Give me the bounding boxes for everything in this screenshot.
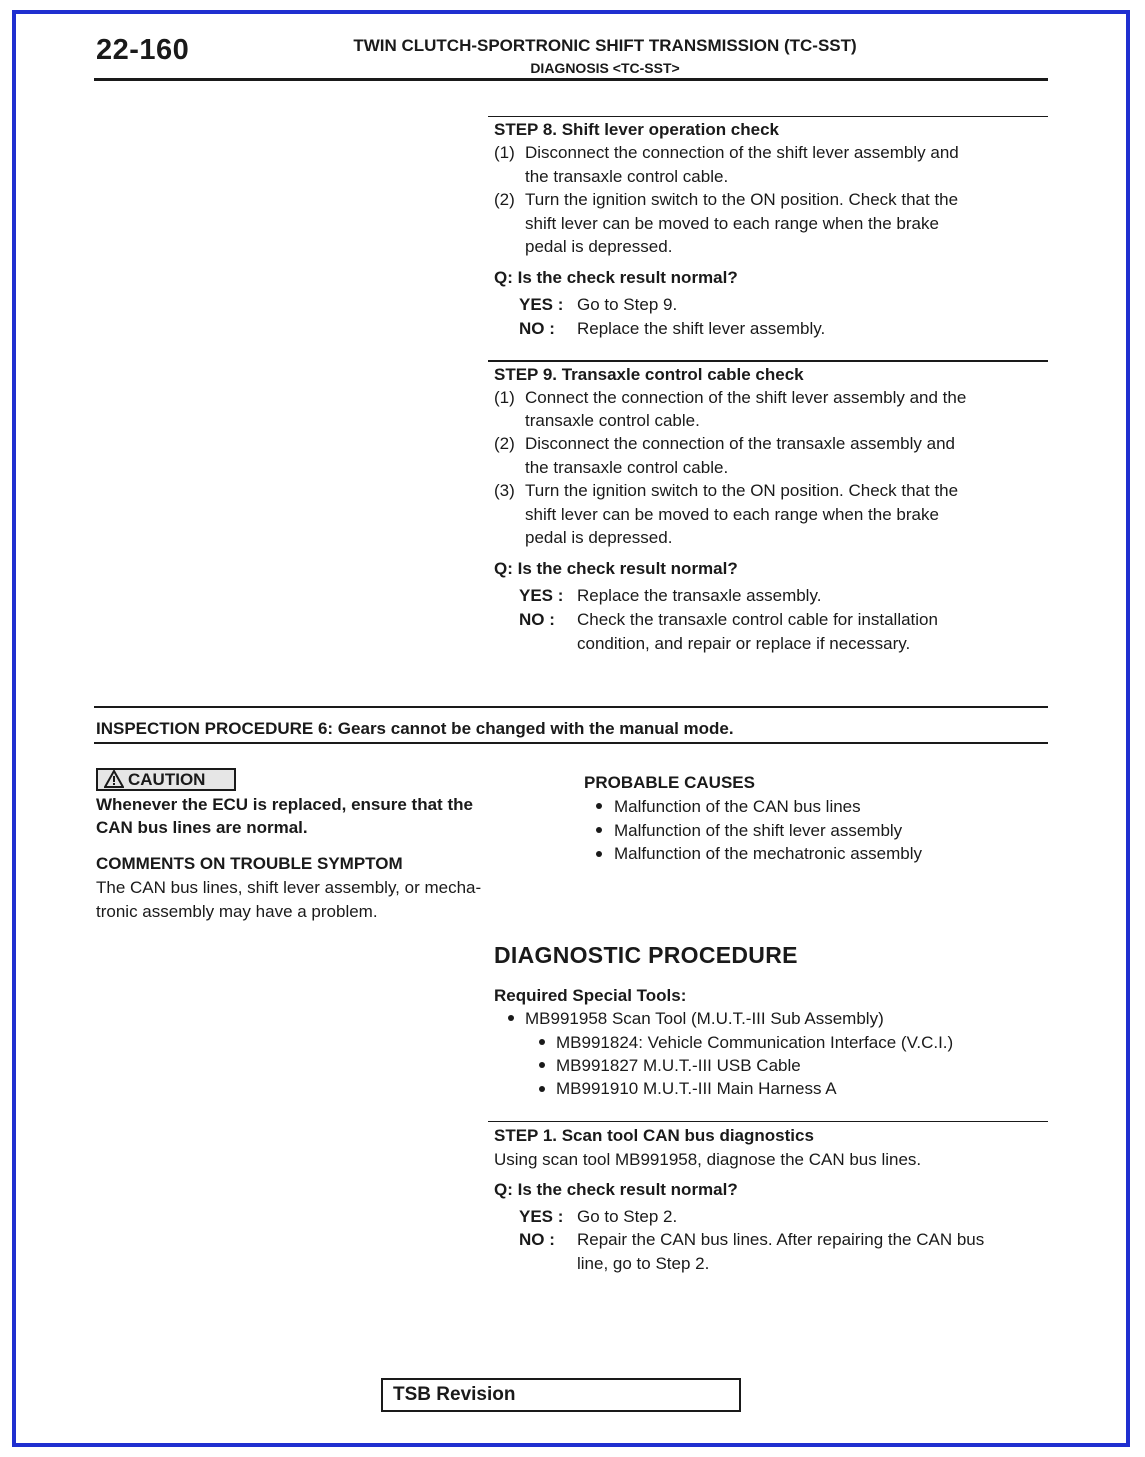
tools-title: Required Special Tools: bbox=[494, 986, 687, 1005]
step9-item-line: Turn the ignition switch to the ON position. Check that the bbox=[525, 481, 959, 500]
tsb-revision-box bbox=[381, 1378, 741, 1412]
bullet-dot bbox=[539, 1062, 545, 1068]
bullet-dot bbox=[539, 1039, 545, 1045]
caution-badge bbox=[96, 768, 236, 791]
caution-text-line: Whenever the ECU is replaced, ensure that the bbox=[96, 795, 473, 814]
step8-item-num: (2) bbox=[494, 190, 515, 209]
bullet-dot bbox=[596, 851, 602, 857]
tool-sub: MB991910 M.U.T.-III Main Harness A bbox=[556, 1079, 837, 1098]
step9-divider bbox=[488, 360, 1048, 362]
step8-no-text: Replace the shift lever assembly. bbox=[577, 319, 826, 338]
inspection-bottom-divider bbox=[94, 742, 1048, 744]
step1-no-label: NO : bbox=[519, 1230, 555, 1249]
step1-question: Q: Is the check result normal? bbox=[494, 1180, 738, 1199]
step1-yes-label: YES : bbox=[519, 1207, 564, 1226]
bullet-dot bbox=[596, 827, 602, 833]
header-title: TWIN CLUTCH-SPORTRONIC SHIFT TRANSMISSION (TC-SST) bbox=[353, 36, 857, 55]
header-divider bbox=[94, 78, 1048, 81]
step8-item-line: shift lever can be moved to each range when the brake bbox=[525, 214, 939, 233]
step9-no-text: condition, and repair or replace if necessary. bbox=[577, 634, 911, 653]
step8-item-line: Disconnect the connection of the shift lever assembly and bbox=[525, 143, 959, 162]
caution-label: CAUTION bbox=[128, 770, 206, 789]
step9-item-num: (1) bbox=[494, 388, 515, 407]
tool-main: MB991958 Scan Tool (M.U.T.-III Sub Assembly) bbox=[525, 1009, 884, 1028]
step9-item-line: Connect the connection of the shift lever assembly and the bbox=[525, 388, 967, 407]
step1-text: Using scan tool MB991958, diagnose the CAN bus lines. bbox=[494, 1150, 922, 1169]
bullet-dot bbox=[508, 1015, 514, 1021]
comments-text-line: tronic assembly may have a problem. bbox=[96, 902, 378, 921]
bullet-dot bbox=[539, 1086, 545, 1092]
inspection-title: INSPECTION PROCEDURE 6: Gears cannot be changed with the manual mode. bbox=[96, 719, 734, 738]
step8-title: STEP 8. Shift lever operation check bbox=[494, 120, 780, 139]
step9-item-num: (2) bbox=[494, 434, 515, 453]
step9-item-line: Disconnect the connection of the transaxle assembly and bbox=[525, 434, 955, 453]
step8-question: Q: Is the check result normal? bbox=[494, 268, 738, 287]
caution-text-line: CAN bus lines are normal. bbox=[96, 818, 308, 837]
step9-item-line: transaxle control cable. bbox=[525, 411, 700, 430]
step9-item-line: pedal is depressed. bbox=[525, 528, 673, 547]
comments-title: COMMENTS ON TROUBLE SYMPTOM bbox=[96, 854, 403, 873]
page-number: 22-160 bbox=[96, 34, 190, 66]
step8-divider bbox=[488, 116, 1048, 117]
step9-title: STEP 9. Transaxle control cable check bbox=[494, 365, 804, 384]
probable-causes-title: PROBABLE CAUSES bbox=[584, 773, 755, 792]
step9-yes-text: Replace the transaxle assembly. bbox=[577, 586, 822, 605]
step8-item-line: Turn the ignition switch to the ON position. Check that the bbox=[525, 190, 959, 209]
step8-yes-text: Go to Step 9. bbox=[577, 295, 678, 314]
step9-item-line: the transaxle control cable. bbox=[525, 458, 729, 477]
step9-yes-label: YES : bbox=[519, 586, 564, 605]
step1-no-text: Repair the CAN bus lines. After repairing the CAN bus bbox=[577, 1230, 985, 1249]
tsb-revision-label: TSB Revision bbox=[393, 1384, 516, 1405]
step9-item-line: shift lever can be moved to each range when the brake bbox=[525, 505, 939, 524]
tool-sub: MB991827 M.U.T.-III USB Cable bbox=[556, 1056, 801, 1075]
inspection-top-divider bbox=[94, 706, 1048, 708]
header-subtitle: DIAGNOSIS <TC-SST> bbox=[530, 60, 680, 76]
step8-item-num: (1) bbox=[494, 143, 515, 162]
step8-item-line: pedal is depressed. bbox=[525, 237, 673, 256]
step1-yes-text: Go to Step 2. bbox=[577, 1207, 678, 1226]
step1-divider bbox=[488, 1121, 1048, 1122]
step8-item-line: the transaxle control cable. bbox=[525, 167, 729, 186]
diagnostic-heading: DIAGNOSTIC PROCEDURE bbox=[494, 942, 798, 968]
step1-no-text: line, go to Step 2. bbox=[577, 1254, 710, 1273]
step1-title: STEP 1. Scan tool CAN bus diagnostics bbox=[494, 1126, 814, 1145]
bullet-dot bbox=[596, 803, 602, 809]
step8-yes-label: YES : bbox=[519, 295, 564, 314]
probable-cause-item: Malfunction of the mechatronic assembly bbox=[614, 844, 923, 863]
probable-cause-item: Malfunction of the shift lever assembly bbox=[614, 821, 903, 840]
step8-no-label: NO : bbox=[519, 319, 555, 338]
warning-triangle-icon bbox=[104, 770, 124, 788]
step9-item-num: (3) bbox=[494, 481, 515, 500]
step9-question: Q: Is the check result normal? bbox=[494, 559, 738, 578]
step9-no-label: NO : bbox=[519, 610, 555, 629]
probable-cause-item: Malfunction of the CAN bus lines bbox=[614, 797, 861, 816]
comments-text-line: The CAN bus lines, shift lever assembly, or mecha- bbox=[96, 878, 482, 897]
step9-no-text: Check the transaxle control cable for installation bbox=[577, 610, 938, 629]
tool-sub: MB991824: Vehicle Communication Interface (V.C.I.) bbox=[556, 1033, 954, 1052]
